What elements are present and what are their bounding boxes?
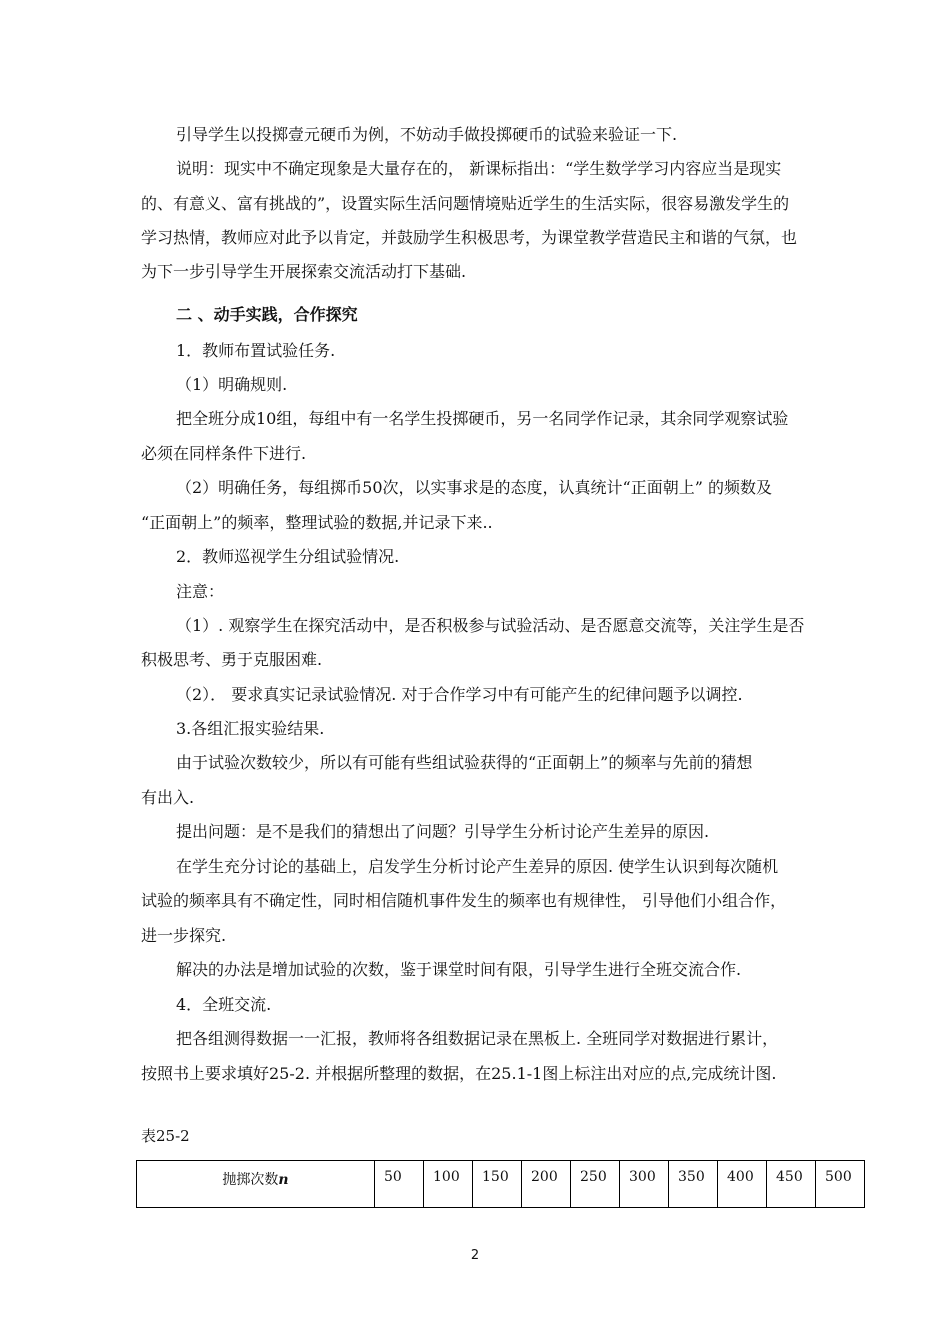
paragraph-line: 在学生充分讨论的基础上，启发学生分析讨论产生差异的原因. 使学生认识到每次随机 (176, 857, 779, 876)
table-cell (473, 1161, 522, 1208)
cell-value: 500 (825, 1169, 852, 1185)
table-caption: 表25-2 (141, 1127, 190, 1145)
paragraph-line: 积极思考、勇于克服困难. (141, 650, 323, 669)
cell-value: 100 (433, 1169, 460, 1185)
paragraph-line: 引导学生以投掷壹元硬币为例，不妨动手做投掷硬币的试验来验证一下. (176, 125, 678, 144)
cell-value: 50 (384, 1169, 402, 1185)
paragraph-line: 必须在同样条件下进行. (141, 444, 307, 463)
paragraph-line: 把全班分成10组，每组中有一名学生投掷硬币，另一名同学作记录，其余同学观察试验 (176, 409, 789, 428)
cell-value: 200 (531, 1169, 558, 1185)
paragraph-line: 按照书上要求填好25-2. 并根据所整理的数据，在25.1-1图上标注出对应的点,完成统计图. (141, 1064, 777, 1083)
paragraph-line: 4．全班交流. (176, 995, 272, 1014)
table-row (137, 1161, 865, 1208)
paragraph-line: （1）. 观察学生在探究活动中，是否积极参与试验活动、是否愿意交流等，关注学生是否 (176, 616, 805, 635)
paragraph-line: 说明：现实中不确定现象是大量存在的， 新课标指出：“学生数学学习内容应当是现实 (176, 159, 782, 178)
table-cell (816, 1161, 865, 1208)
page-number: 2 (470, 1248, 480, 1263)
table-cell (669, 1161, 718, 1208)
cell-value: 400 (727, 1169, 754, 1185)
paragraph-line: （2）明确任务，每组掷币50次，以实事求是的态度，认真统计“正面朝上” 的频数及 (176, 478, 772, 497)
paragraph-line: 由于试验次数较少，所以有可能有些组试验获得的“正面朝上”的频率与先前的猜想 (176, 753, 753, 772)
table-cell (718, 1161, 767, 1208)
paragraph-line: （2）． 要求真实记录试验情况. 对于合作学习中有可能产生的纪律问题予以调控. (176, 685, 743, 704)
cell-value: 350 (678, 1169, 705, 1185)
data-table (136, 1160, 865, 1208)
cell-value: 250 (580, 1169, 607, 1185)
header-variable: n (278, 1172, 289, 1188)
paragraph-line: 为下一步引导学生开展探索交流活动打下基础. (141, 262, 467, 281)
paragraph-line: 的、有意义、富有挑战的”，设置实际生活问题情境贴近学生的生活实际，很容易激发学生的 (141, 194, 790, 213)
cell-value: 150 (482, 1169, 509, 1185)
paragraph-line: 3.各组汇报实验结果. (176, 719, 325, 738)
cell-value: 300 (629, 1169, 656, 1185)
paragraph-line: 注意： (176, 582, 225, 601)
paragraph-line: （1）明确规则. (176, 375, 288, 394)
table-cell (767, 1161, 816, 1208)
paragraph-line: 解决的办法是增加试验的次数，鉴于课堂时间有限，引导学生进行全班交流合作. (176, 960, 742, 979)
table-cell (571, 1161, 620, 1208)
table-cell (424, 1161, 473, 1208)
paragraph-line: “正面朝上”的频率，整理试验的数据,并记录下来.. (141, 513, 493, 532)
table-header-cell (137, 1161, 375, 1208)
table-cell (620, 1161, 669, 1208)
paragraph-line: 试验的频率具有不确定性，同时相信随机事件发生的频率也有规律性， 引导他们小组合作， (141, 891, 787, 910)
header-label: 抛掷次数 (222, 1172, 279, 1188)
paragraph-line: 进一步探究. (141, 926, 227, 945)
cell-value: 450 (776, 1169, 803, 1185)
paragraph-line: 1．教师布置试验任务. (176, 341, 336, 360)
paragraph-line: 提出问题：是不是我们的猜想出了问题？引导学生分析讨论产生差异的原因. (176, 822, 710, 841)
paragraph-line: 把各组测得数据一一汇报，教师将各组数据记录在黑板上. 全班同学对数据进行累计， (176, 1029, 779, 1048)
section-heading: 二 、动手实践，合作探究 (176, 305, 358, 324)
table-cell (375, 1161, 424, 1208)
paragraph-line: 有出入. (141, 788, 195, 807)
paragraph-line: 2．教师巡视学生分组试验情况. (176, 547, 400, 566)
table-cell (522, 1161, 571, 1208)
paragraph-line: 学习热情，教师应对此予以肯定，并鼓励学生积极思考，为课堂教学营造民主和谐的气氛，也 (141, 228, 798, 247)
